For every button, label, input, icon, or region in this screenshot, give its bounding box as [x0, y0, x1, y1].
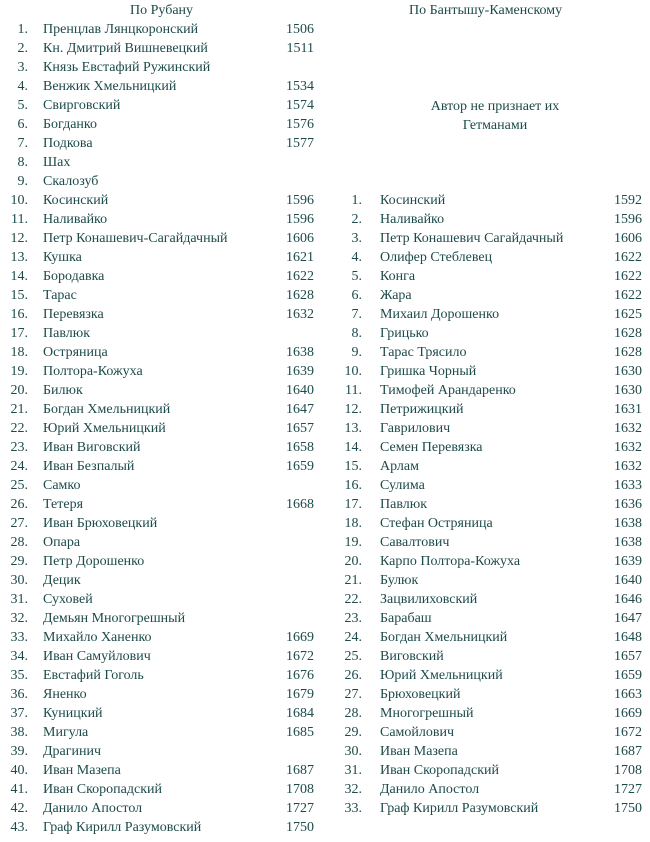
- item-number: 16.: [344, 478, 362, 493]
- hetman-year: 1679: [286, 687, 314, 702]
- hetman-name: Наливайко: [380, 212, 445, 227]
- hetman-name: Иван Брюховецкий: [43, 516, 158, 531]
- hetman-year: 1630: [614, 383, 642, 398]
- item-number: 2.: [17, 41, 28, 56]
- hetman-year: 1640: [614, 573, 642, 588]
- hetman-name: Остряница: [43, 345, 108, 360]
- item-number: 8.: [17, 155, 28, 170]
- hetman-name: Олифер Стеблевец: [380, 250, 493, 265]
- item-number: 1.: [17, 22, 28, 37]
- item-number: 33.: [10, 630, 28, 645]
- hetman-name: Петр Дорошенко: [43, 554, 145, 569]
- hetman-year: 1657: [286, 421, 314, 436]
- hetman-name: Самко: [43, 478, 81, 493]
- hetman-name: Брюховецкий: [380, 687, 461, 702]
- hetman-name: Куницкий: [43, 706, 103, 721]
- item-number: 38.: [10, 725, 28, 740]
- item-number: 5.: [351, 269, 362, 284]
- hetman-year: 1596: [286, 212, 314, 227]
- item-number: 3.: [17, 60, 28, 75]
- hetman-year: 1625: [614, 307, 642, 322]
- hetman-year: 1511: [286, 41, 314, 56]
- hetman-year: 1632: [286, 307, 314, 322]
- item-number: 3.: [351, 231, 362, 246]
- hetman-name: Тарас Трясило: [380, 345, 467, 360]
- hetman-name: Данило Апостол: [43, 801, 143, 816]
- item-number: 18.: [10, 345, 28, 360]
- hetman-year: 1622: [614, 288, 642, 303]
- hetman-name: Иван Мазепа: [380, 744, 458, 759]
- item-number: 9.: [351, 345, 362, 360]
- hetman-year: 1622: [614, 269, 642, 284]
- hetman-name: Иван Мазепа: [43, 763, 121, 778]
- item-number: 7.: [351, 307, 362, 322]
- item-number: 36.: [10, 687, 28, 702]
- hetman-year: 1622: [286, 269, 314, 284]
- hetman-name: Иван Безпалый: [43, 459, 135, 474]
- item-number: 31.: [10, 592, 28, 607]
- hetman-year: 1631: [614, 402, 642, 417]
- item-number: 6.: [351, 288, 362, 303]
- hetman-year: 1633: [614, 478, 642, 493]
- hetman-year: 1606: [614, 231, 642, 246]
- hetman-year: 1687: [614, 744, 642, 759]
- right-column-note: [395, 97, 595, 135]
- hetman-year: 1672: [614, 725, 642, 740]
- item-number: 12.: [344, 402, 362, 417]
- hetman-name: Барабаш: [380, 611, 432, 626]
- hetman-name: Виговский: [380, 649, 444, 664]
- hetman-name: Граф Кирилл Разумовский: [380, 801, 539, 816]
- hetman-name: Скалозуб: [43, 174, 99, 189]
- hetman-name: Павлюк: [43, 326, 90, 341]
- note-line-1: Автор не признает их: [430, 99, 560, 114]
- item-number: 26.: [10, 497, 28, 512]
- hetman-name: Косинский: [380, 193, 446, 208]
- item-number: 19.: [10, 364, 28, 379]
- hetman-year: 1621: [286, 250, 314, 265]
- hetman-name: Павлюк: [380, 497, 427, 512]
- hetman-name: Шах: [43, 155, 71, 170]
- hetman-year: 1630: [614, 364, 642, 379]
- hetman-name: Наливайко: [43, 212, 108, 227]
- hetman-name: Гришка Чорный: [380, 364, 477, 379]
- hetman-year: 1648: [614, 630, 642, 645]
- item-number: 40.: [10, 763, 28, 778]
- hetman-year: 1576: [286, 117, 314, 132]
- item-number: 4.: [17, 79, 28, 94]
- hetman-name: Семен Перевязка: [380, 440, 483, 455]
- item-number: 11.: [11, 212, 28, 227]
- item-number: 16.: [10, 307, 28, 322]
- hetman-name: Зацвилиховский: [380, 592, 478, 607]
- hetman-year: 1632: [614, 440, 642, 455]
- hetman-name: Михайло Ханенко: [43, 630, 152, 645]
- item-number: 22.: [344, 592, 362, 607]
- hetman-year: 1506: [286, 22, 314, 37]
- hetman-name: Подкова: [43, 136, 93, 151]
- hetman-name: Многогрешный: [380, 706, 474, 721]
- hetman-year: 1708: [286, 782, 314, 797]
- hetman-name: Гаврилович: [380, 421, 451, 436]
- hetman-name: Петрижицкий: [380, 402, 464, 417]
- item-number: 23.: [344, 611, 362, 626]
- hetman-name: Арлам: [380, 459, 419, 474]
- hetman-name: Драгинич: [43, 744, 102, 759]
- item-number: 29.: [344, 725, 362, 740]
- item-number: 29.: [10, 554, 28, 569]
- hetman-name: Данило Апостол: [380, 782, 480, 797]
- hetman-name: Демьян Многогрешный: [43, 611, 186, 626]
- item-number: 32.: [344, 782, 362, 797]
- item-number: 8.: [351, 326, 362, 341]
- hetman-year: 1659: [286, 459, 314, 474]
- hetman-year: 1669: [614, 706, 642, 721]
- hetman-name: Децик: [43, 573, 81, 588]
- hetman-year: 1676: [286, 668, 314, 683]
- hetman-name: Тимофей Арандаренко: [380, 383, 516, 398]
- hetman-name: Иван Самуйлович: [43, 649, 151, 664]
- item-number: 30.: [344, 744, 362, 759]
- hetman-name: Юрий Хмельницкий: [380, 668, 503, 683]
- item-number: 4.: [351, 250, 362, 265]
- item-number: 25.: [344, 649, 362, 664]
- hetman-name: Кн. Дмитрий Вишневецкий: [43, 41, 208, 56]
- item-number: 32.: [10, 611, 28, 626]
- item-number: 14.: [344, 440, 362, 455]
- item-number: 17.: [344, 497, 362, 512]
- hetman-name: Суховей: [43, 592, 93, 607]
- item-number: 12.: [10, 231, 28, 246]
- hetman-name: Иван Скоропадский: [380, 763, 499, 778]
- item-number: 17.: [10, 326, 28, 341]
- hetman-year: 1727: [286, 801, 314, 816]
- hetman-name: Кушка: [43, 250, 82, 265]
- item-number: 42.: [10, 801, 28, 816]
- item-number: 26.: [344, 668, 362, 683]
- hetman-year: 1622: [614, 250, 642, 265]
- item-number: 22.: [10, 421, 28, 436]
- item-number: 27.: [344, 687, 362, 702]
- item-number: 35.: [10, 668, 28, 683]
- hetman-year: 1668: [286, 497, 314, 512]
- hetman-name: Полтора-Кожуха: [43, 364, 143, 379]
- hetman-year: 1628: [614, 345, 642, 360]
- hetman-name: Тарас: [43, 288, 77, 303]
- hetman-year: 1646: [614, 592, 642, 607]
- item-number: 19.: [344, 535, 362, 550]
- item-number: 28.: [344, 706, 362, 721]
- hetman-year: 1659: [614, 668, 642, 683]
- hetman-year: 1639: [614, 554, 642, 569]
- item-number: 20.: [344, 554, 362, 569]
- hetman-name: Билюк: [43, 383, 83, 398]
- item-number: 9.: [17, 174, 28, 189]
- hetman-name: Венжик Хмельницкий: [43, 79, 177, 94]
- hetman-name: Савалтович: [380, 535, 450, 550]
- right-column-header: По Бантышу-Каменскому: [409, 3, 563, 18]
- item-number: 7.: [17, 136, 28, 151]
- item-number: 13.: [10, 250, 28, 265]
- item-number: 24.: [344, 630, 362, 645]
- item-number: 30.: [10, 573, 28, 588]
- hetman-year: 1672: [286, 649, 314, 664]
- item-number: 41.: [10, 782, 28, 797]
- item-number: 31.: [344, 763, 362, 778]
- hetman-name: Евстафий Гоголь: [43, 668, 144, 683]
- hetman-name: Богданко: [43, 117, 98, 132]
- hetman-year: 1596: [286, 193, 314, 208]
- hetman-year: 1574: [286, 98, 314, 113]
- hetman-year: 1669: [286, 630, 314, 645]
- item-number: 13.: [344, 421, 362, 436]
- hetman-year: 1640: [286, 383, 314, 398]
- hetman-name: Косинский: [43, 193, 109, 208]
- item-number: 21.: [10, 402, 28, 417]
- hetman-year: 1687: [286, 763, 314, 778]
- hetman-year: 1685: [286, 725, 314, 740]
- hetman-year: 1534: [286, 79, 314, 94]
- item-number: 37.: [10, 706, 28, 721]
- hetman-name: Иван Скоропадский: [43, 782, 162, 797]
- item-number: 2.: [351, 212, 362, 227]
- hetman-name: Юрий Хмельницкий: [43, 421, 166, 436]
- hetman-year: 1658: [286, 440, 314, 455]
- item-number: 20.: [10, 383, 28, 398]
- hetman-year: 1628: [286, 288, 314, 303]
- item-number: 33.: [344, 801, 362, 816]
- hetman-name: Свирговский: [43, 98, 121, 113]
- item-number: 10.: [10, 193, 28, 208]
- item-number: 6.: [17, 117, 28, 132]
- hetman-name: Князь Евстафий Ружинский: [43, 60, 211, 75]
- hetman-name: Пренцлав Лянцкоронский: [43, 22, 199, 37]
- hetman-name: Иван Виговский: [43, 440, 141, 455]
- hetman-name: Богдан Хмельницкий: [43, 402, 171, 417]
- item-number: 28.: [10, 535, 28, 550]
- item-number: 43.: [10, 820, 28, 835]
- item-number: 5.: [17, 98, 28, 113]
- hetman-year: 1636: [614, 497, 642, 512]
- hetman-name: Бородавка: [43, 269, 105, 284]
- item-number: 15.: [344, 459, 362, 474]
- item-number: 21.: [344, 573, 362, 588]
- hetman-name: Богдан Хмельницкий: [380, 630, 508, 645]
- hetman-year: 1632: [614, 459, 642, 474]
- hetman-name: Яненко: [43, 687, 87, 702]
- hetman-year: 1657: [614, 649, 642, 664]
- item-number: 39.: [10, 744, 28, 759]
- hetman-year: 1639: [286, 364, 314, 379]
- hetman-name: Карпо Полтора-Кожуха: [380, 554, 521, 569]
- item-number: 1.: [351, 193, 362, 208]
- hetman-year: 1647: [614, 611, 642, 626]
- hetman-name: Перевязка: [43, 307, 104, 322]
- hetman-name: Грицько: [380, 326, 429, 341]
- hetman-name: Тетеря: [43, 497, 84, 512]
- hetman-year: 1628: [614, 326, 642, 341]
- hetman-year: 1638: [614, 535, 642, 550]
- hetman-year: 1663: [614, 687, 642, 702]
- hetman-year: 1727: [614, 782, 642, 797]
- hetman-name: Сулима: [380, 478, 425, 493]
- hetman-name: Михаил Дорошенко: [380, 307, 500, 322]
- hetman-year: 1632: [614, 421, 642, 436]
- hetman-year: 1638: [286, 345, 314, 360]
- hetman-name: Стефан Остряница: [380, 516, 493, 531]
- hetman-name: Опара: [43, 535, 81, 550]
- item-number: 24.: [10, 459, 28, 474]
- hetman-name: Самойлович: [380, 725, 455, 740]
- item-number: 23.: [10, 440, 28, 455]
- item-number: 14.: [10, 269, 28, 284]
- hetman-year: 1750: [286, 820, 314, 835]
- hetman-year: 1647: [286, 402, 314, 417]
- item-number: 25.: [10, 478, 28, 493]
- left-column-header: По Рубану: [130, 3, 194, 18]
- item-number: 10.: [344, 364, 362, 379]
- note-line-2: Гетманами: [462, 118, 528, 133]
- item-number: 15.: [10, 288, 28, 303]
- item-number: 34.: [10, 649, 28, 664]
- hetman-name: Жара: [380, 288, 412, 303]
- item-number: 27.: [10, 516, 28, 531]
- hetman-name: Конга: [380, 269, 416, 284]
- hetman-name: Петр Конашевич-Сагайдачный: [43, 231, 228, 246]
- hetman-name: Граф Кирилл Разумовский: [43, 820, 202, 835]
- hetman-year: 1596: [614, 212, 642, 227]
- hetman-name: Петр Конашевич Сагайдачный: [380, 231, 564, 246]
- item-number: 11.: [345, 383, 362, 398]
- hetman-year: 1592: [614, 193, 642, 208]
- hetman-name: Булюк: [380, 573, 419, 588]
- hetman-year: 1577: [286, 136, 314, 151]
- hetman-year: 1638: [614, 516, 642, 531]
- item-number: 18.: [344, 516, 362, 531]
- hetman-year: 1684: [286, 706, 314, 721]
- hetman-year: 1708: [614, 763, 642, 778]
- hetman-year: 1750: [614, 801, 642, 816]
- hetman-year: 1606: [286, 231, 314, 246]
- hetman-name: Мигула: [43, 725, 89, 740]
